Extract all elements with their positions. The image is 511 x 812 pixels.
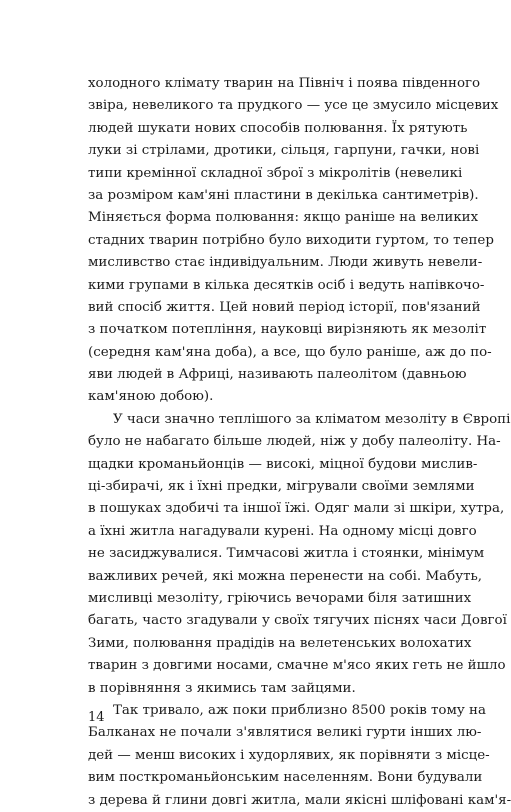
text-line: Балканах не почали з'являтися великі гурти інших лю-: [88, 725, 482, 741]
text-line: холодного клімату тварин на Північ і поява південного: [88, 76, 481, 91]
paragraph-2: [88, 409, 511, 700]
text-line: дей — менш високих і худорлявих, як порівняти з місце-: [88, 747, 490, 763]
text-line: Так тривало, аж поки приблизно 8500 років тому на: [113, 702, 486, 718]
text-line: багать, часто згадували у своїх тягучих піснях часи Довгої: [88, 613, 507, 629]
text-line: У часи значно теплішого за кліматом мезоліту в Європі: [113, 411, 511, 427]
text-line: мисливці мезоліту, гріючись вечорами біля затишних: [88, 590, 472, 606]
text-line: щадки кроманьйонців — високі, міцної будови мислив-: [88, 456, 478, 472]
text-line: з дерева й глини довгі житла, мали якісні шліфовані кам'я-: [88, 792, 511, 808]
text-line: Міняється форма полювання: якщо раніше на великих: [88, 210, 479, 226]
text-line: а їхні житла нагадували курені. На одному місці довго: [88, 523, 477, 539]
text-line: тварин з довгими носами, смачне м'ясо яких геть не йшло: [88, 658, 506, 674]
text-line: кими групами в кілька десятків осіб і ведуть напівкочо-: [88, 277, 485, 293]
text-line: звіра, невеликого та прудкого — усе це змусило місцевих: [88, 98, 499, 114]
text-line: типи кремінної складної зброї з мікролітів (невеликі: [88, 165, 463, 181]
text-line: ці-збирачі, як і їхні предки, мігрували своїми землями: [88, 479, 475, 495]
body-text: [88, 73, 511, 812]
text-line: за розміром кам'яні пластини в декілька сантиметрів).: [88, 187, 479, 203]
text-line: з початком потепління, науковці вирізняють як мезоліт: [88, 322, 487, 338]
paragraph-3: [88, 700, 511, 812]
text-line: Зими, полювання прадідів на велетенських волохатих: [88, 635, 472, 651]
text-line: важливих речей, які можна перенести на собі. Мабуть,: [88, 568, 483, 584]
text-line: стадних тварин потрібно було виходити гуртом, то тепер: [88, 232, 494, 248]
text-line: луки зі стрілами, дротики, сільця, гарпуни, гачки, нові: [88, 143, 480, 159]
paragraph-1: [88, 73, 499, 409]
text-line: яви людей в Африці, називають палеолітом (давньою: [88, 367, 467, 383]
text-line: було не набагато більше людей, ніж у добу палеоліту. На-: [88, 434, 501, 450]
text-line: в порівняння з якимись там зайцями.: [88, 680, 356, 696]
text-line: вим посткроманьйонським населенням. Вони будували: [88, 770, 483, 786]
text-line: кам'яною добою).: [88, 389, 214, 405]
page-number: 14: [88, 710, 105, 725]
text-line: людей шукати нових способів полювання. Їх рятують: [88, 120, 468, 136]
text-line: мисливство стає індивідуальним. Люди живуть невели-: [88, 255, 483, 271]
text-line: не засиджувалися. Тимчасові житла і стоянки, мінімум: [88, 546, 485, 562]
text-line: (середня кам'яна доба), а все, що було раніше, аж до по-: [88, 344, 492, 360]
text-line: в пошуках здобичі та іншої їжі. Одяг мали зі шкіри, хутра,: [88, 501, 505, 517]
text-line: вий спосіб життя. Цей новий період історії, пов'язаний: [88, 299, 481, 315]
